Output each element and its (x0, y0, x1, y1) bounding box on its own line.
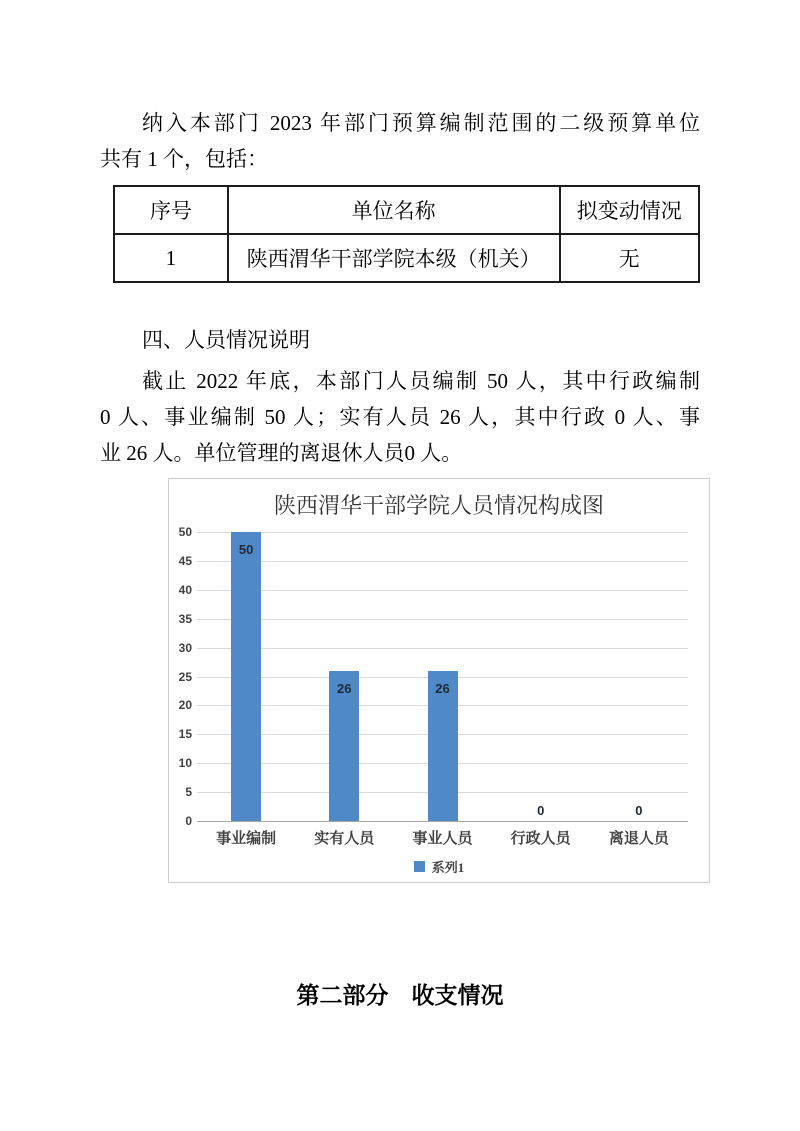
personnel-paragraph-line-2: 0 人、事业编制 50 人；实有人员 26 人，其中行政 0 人、事 (100, 405, 700, 429)
data-label: 50 (238, 542, 254, 557)
data-label: 26 (435, 680, 450, 696)
legend-series-label: 系列1 (431, 860, 465, 875)
table-cell-unit-name: 陕西渭华干部学院本级（机关） (228, 234, 560, 282)
table-header-number: 序号 (114, 186, 228, 234)
category-label: 离退人员 (608, 831, 669, 847)
y-axis-tick-label: 25 (178, 669, 192, 684)
y-axis-tick-label: 15 (178, 727, 192, 742)
intro-paragraph-line-2: 共有 1 个，包括： (100, 147, 268, 171)
personnel-paragraph-line-3: 业 26 人。单位管理的离退休人员0 人。 (100, 441, 463, 465)
gridline (197, 590, 688, 591)
unit-table-header-row (114, 186, 699, 234)
part2-heading: 第二部分 收支情况 (296, 982, 504, 1008)
table-cell-number: 1 (114, 234, 228, 282)
category-label: 事业人员 (412, 831, 473, 847)
y-axis-tick-label: 10 (178, 756, 192, 771)
y-axis-tick-label: 45 (178, 553, 192, 568)
y-axis-tick-label: 35 (178, 611, 192, 626)
gridline (197, 648, 688, 649)
intro-paragraph-line-1: 纳入本部门 2023 年部门预算编制范围的二级预算单位 (142, 111, 700, 135)
y-axis-tick-label: 5 (185, 785, 192, 800)
table-row (114, 234, 699, 282)
data-label: 0 (537, 803, 545, 818)
y-axis-tick-label: 0 (185, 814, 192, 828)
gridline (197, 561, 688, 562)
y-axis-tick-label: 40 (178, 582, 192, 597)
personnel-paragraph-line-1: 截止 2022 年底，本部门人员编制 50 人，其中行政编制 (142, 369, 700, 393)
table-cell-change: 无 (560, 234, 699, 282)
chart-legend (169, 857, 709, 876)
data-label: 0 (635, 803, 643, 818)
unit-table (113, 185, 700, 283)
category-label: 事业编制 (216, 831, 277, 847)
y-axis-tick-label: 50 (178, 525, 192, 539)
y-axis-tick-label: 20 (178, 698, 192, 713)
personnel-chart (168, 478, 710, 883)
gridline (197, 619, 688, 620)
y-axis-tick-label: 30 (178, 640, 192, 655)
category-label: 实有人员 (314, 831, 375, 847)
x-axis-line (197, 821, 688, 822)
category-label: 行政人员 (510, 831, 571, 847)
table-header-change: 拟变动情况 (560, 186, 699, 234)
bar-事业编制 (231, 532, 261, 821)
legend-swatch-icon (414, 861, 425, 872)
table-header-unit-name: 单位名称 (228, 186, 560, 234)
chart-title: 陕西渭华干部学院人员情况构成图 (273, 493, 604, 518)
gridline (197, 532, 688, 533)
section-heading-personnel: 四、人员情况说明 (142, 328, 310, 352)
data-label: 26 (337, 680, 352, 696)
